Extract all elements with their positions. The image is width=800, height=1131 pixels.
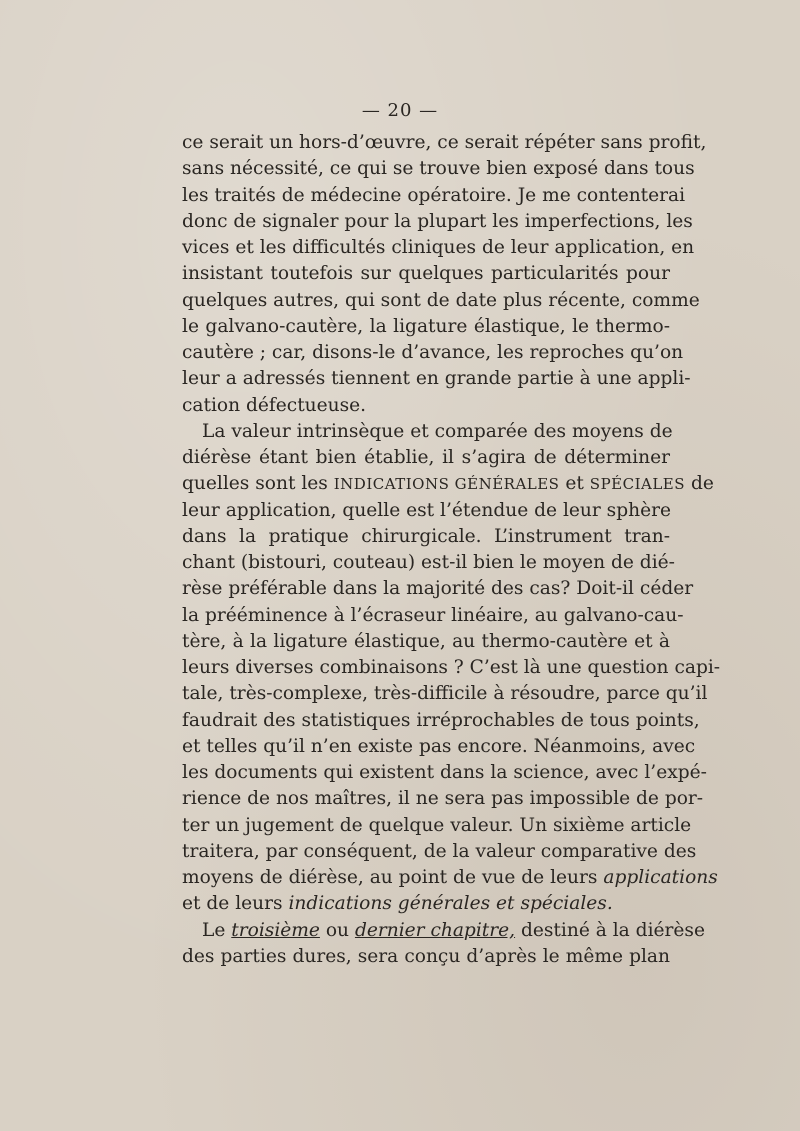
italic-span: applications [603,867,718,888]
text-line: quelques autres, qui sont de date plus récente, comme [182,289,700,311]
text-line: insistant toutefois sur quelques particularités pour [182,263,670,285]
small-caps-span: INDICATIONS GÉNÉRALES [333,475,560,494]
text-span: destiné à la diérèse [520,919,705,941]
text-line: cation défectueuse. [182,394,367,416]
text-line: des parties dures, sera conçu d’après le même plan [182,945,670,967]
text-span: moyens de diérèse, au point de vue de leurs [182,867,598,888]
text-line: vices et les difficultés cliniques de leur application, en [182,237,695,258]
text-line-mixed [182,918,705,944]
text-line: leurs diverses combinaisons ? C’est là une question capi- [182,657,721,678]
text-line: traitera, par conséquent, de la valeur comparative des [182,840,697,862]
page-number: — 20 — [361,100,439,121]
text-line: donc de signaler pour la plupart les imperfections, les [182,210,693,232]
text-line: leur a adressés tiennent en grande partie à une appli- [182,368,691,390]
text-line: et telles qu’il n’en existe pas encore. Néanmoins, avec [182,735,696,757]
text-span: quelles sont les [182,473,328,495]
body-text [182,130,721,970]
text-line: ce serait un hors-d’œuvre, ce serait répéter sans profit, [182,132,707,153]
text-span: et de leurs [182,893,283,915]
text-line: la prééminence à l’écraseur linéaire, au galvano-cau- [182,604,684,626]
text-line: dans la pratique chirurgicale. L’instrument tran- [182,525,670,547]
text-line: tale, très-complexe, très-difficile à résoudre, parce qu’il [182,683,708,705]
text-line: faudrait des statistiques irréprochables de tous points, [182,709,700,731]
text-span: ou [325,919,350,941]
text-line: diérèse étant bien établie, il s’agira de déterminer [182,447,670,468]
text-line: ter un jugement de quelque valeur. Un sixième article [182,814,692,836]
text-line: sans nécessité, ce qui se trouve bien exposé dans tous [182,158,695,180]
text-line: chant (bistouri, couteau) est-il bien le moyen de dié- [182,552,675,573]
italic-span: indications générales et spéciales. [288,893,613,915]
text-span: Le [202,919,226,941]
text-line: rèse préférable dans la majorité des cas? Doit-il céder [182,578,694,600]
small-caps-span: SPÉCIALES [589,475,686,494]
text-span: de [690,473,714,495]
text-line: les documents qui existent dans la science, avec l’expé- [182,762,707,783]
text-line-mixed [182,891,670,917]
text-line: tère, à la ligature élastique, au thermo-cautère et à [182,630,670,652]
italic-span: troisième [231,919,320,941]
text-line: les traités de médecine opératoire. Je me contenterai [182,184,686,206]
text-line: rience de nos maîtres, il ne sera pas impossible de por- [182,788,704,810]
text-line: La valeur intrinsèque et comparée des moyens de [202,420,673,442]
text-line: le galvano-cautère, la ligature élastique, le thermo- [182,315,670,337]
text-line: leur application, quelle est l’étendue de leur sphère [182,499,671,521]
text-line-mixed [182,865,718,891]
text-span: et [565,473,584,495]
text-line-mixed [182,471,714,497]
italic-span: dernier chapitre, [354,919,516,941]
text-line: cautère ; car, disons-le d’avance, les reproches qu’on [182,342,684,363]
